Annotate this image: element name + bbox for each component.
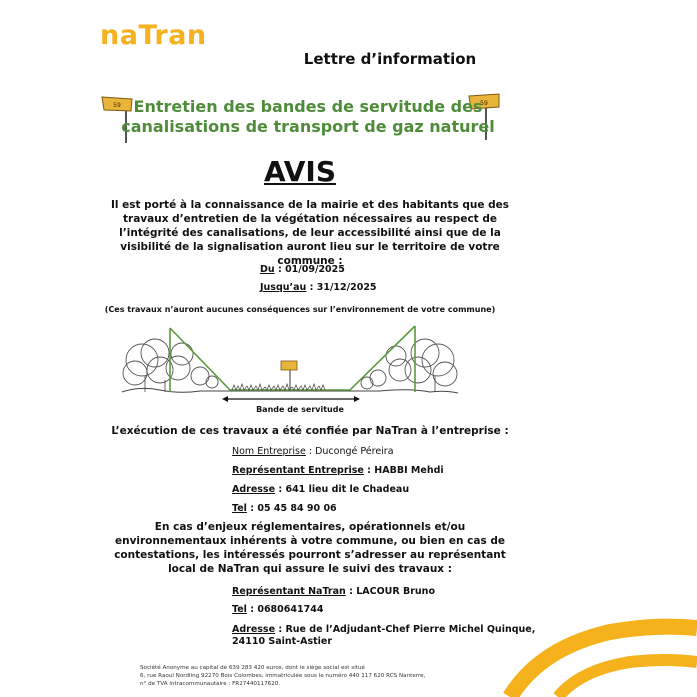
footer-line-3: n° de TVA intracommunautaire : FR27440117620. xyxy=(140,681,281,687)
date-to-label: Jusqu’au xyxy=(260,282,307,293)
natran-address-label: Adresse xyxy=(232,624,276,635)
contractor-name xyxy=(232,446,394,457)
marker-right-label: 59 xyxy=(480,100,488,107)
decorative-arcs xyxy=(440,618,697,697)
natran-tel-value: : 0680641744 xyxy=(246,604,324,615)
contractor-address xyxy=(232,484,409,495)
contractor-address-label: Adresse xyxy=(232,484,276,495)
natran-tel xyxy=(232,604,323,615)
footer-line-1: Société Anonyme au capital de 639 283 420 euros, dont le siège social est situé xyxy=(140,665,365,671)
natran-address-value-1: : Rue de l’Adjudant-Chef Pierre Michel Quinque, xyxy=(275,624,536,635)
date-from-label: Du xyxy=(260,264,275,275)
title-line-1: Entretien des bandes de servitude des xyxy=(133,97,483,116)
footer-line-2: 6, rue Raoul Nordling 92270 Bois Colombes, immatriculée sous le numéro 440 117 620 RCS Nanterre, xyxy=(140,673,426,679)
contact-intro: En cas d’enjeux réglementaires, opérationnels et/ou environnementaux inhérents à votre commune, ou bien en cas de contestations, les intéressés pourront s’adresser au représentant local de NaTran qui assure le suivi des travaux : xyxy=(114,521,506,575)
natran-rep-label: Représentant NaTran xyxy=(232,586,346,597)
contractor-name-label: Nom Entreprise xyxy=(232,446,306,457)
contractor-rep-label: Représentant Entreprise xyxy=(232,465,364,476)
contractor-representative xyxy=(232,465,444,476)
notice-heading: AVIS xyxy=(263,155,337,188)
title-line-2: canalisations de transport de gaz naturel xyxy=(121,117,495,136)
natran-tel-label: Tel xyxy=(232,604,247,615)
legal-footer xyxy=(140,664,440,688)
document-type: Lettre d’information xyxy=(303,50,477,68)
contractor-intro: L’exécution de ces travaux a été confiée par NaTran à l’entreprise : xyxy=(111,425,509,437)
notice-intro: Il est porté à la connaissance de la mairie et des habitants que des travaux d’entretien de la végétation nécessaires au respect de l’intégrité des canalisations, de leur accessibilité ainsi que de la visibilité de la signalisation auront lieu sur le territoire de votre commune : xyxy=(110,199,510,267)
date-from xyxy=(260,264,345,275)
contractor-address-value: : 641 lieu dit le Chadeau xyxy=(275,484,410,495)
contractor-tel-value: : 05 45 84 90 06 xyxy=(246,503,337,514)
environment-note: (Ces travaux n’auront aucunes conséquences sur l’environnement de votre commune) xyxy=(104,305,496,314)
natran-logo: naTran xyxy=(100,20,207,51)
natran-rep-value: : LACOUR Bruno xyxy=(345,586,435,597)
contractor-rep-value: : HABBI Mehdi xyxy=(363,465,444,476)
document-title xyxy=(118,97,498,137)
natran-representative xyxy=(232,586,435,597)
contractor-tel xyxy=(232,503,337,514)
diagram-caption: Bande de servitude xyxy=(256,405,344,414)
date-to-value: : 31/12/2025 xyxy=(306,282,377,293)
servitude-diagram xyxy=(120,318,460,408)
date-from-value: : 01/09/2025 xyxy=(274,264,345,275)
natran-address-line-2: 24110 Saint-Astier xyxy=(232,636,333,647)
contractor-name-value: : Ducongé Péreira xyxy=(305,446,394,457)
marker-left-label: 59 xyxy=(113,102,121,109)
contractor-tel-label: Tel xyxy=(232,503,247,514)
date-to xyxy=(260,282,377,293)
